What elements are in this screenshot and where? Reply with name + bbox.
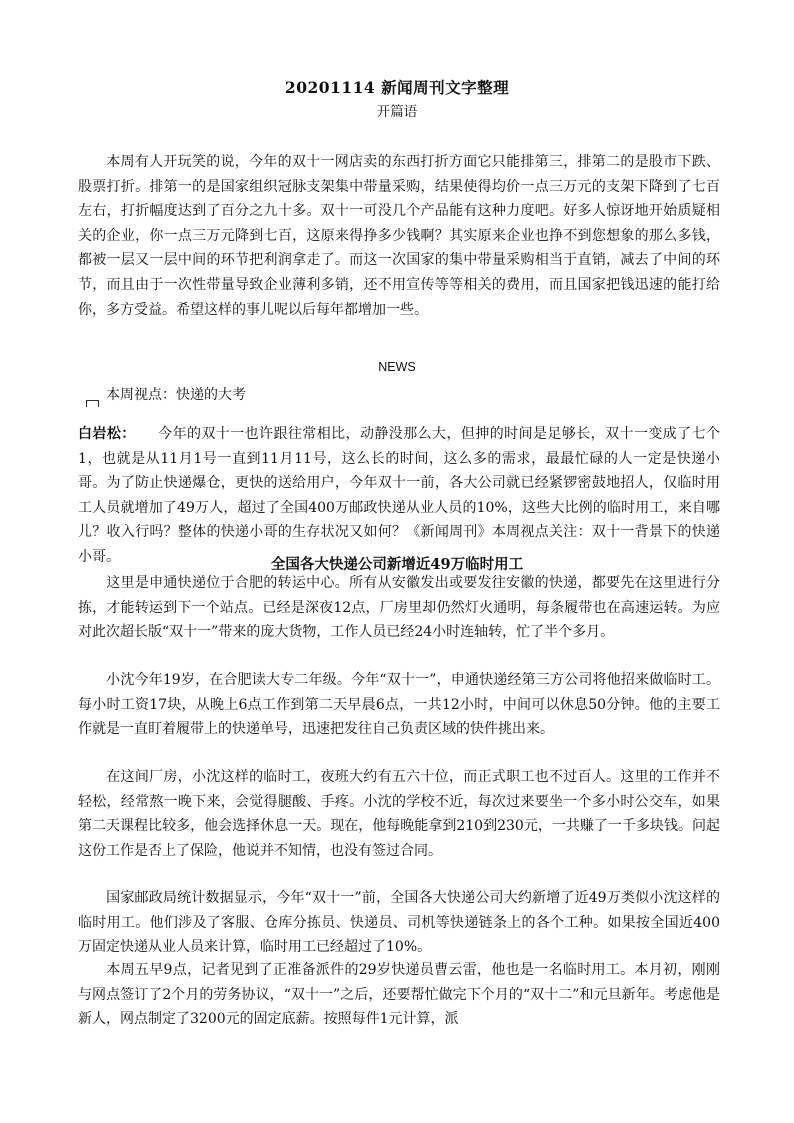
paragraph-text: 小沈今年19岁，在合肥读大专二年级。今年“双十一”，申通快递经第三方公司将他招来做临时工。每小时工资17块，从晚上6点工作到第二天早晨6点，一共12小时，中间可以休息50分钟。他的主要工作就是一直盯着履带上的快递单号，迅速把发往自己负责区域的快件挑出来。 bbox=[78, 672, 720, 738]
speaker-label: 白岩松： bbox=[78, 426, 136, 442]
body-paragraph-4 bbox=[78, 886, 720, 960]
body-paragraph-2 bbox=[78, 668, 720, 742]
bai-paragraph bbox=[78, 422, 720, 570]
anchor-marker-icon bbox=[86, 400, 99, 407]
paragraph-text: 国家邮政局统计数据显示，今年“双十一”前，全国各大快递公司大约新增了近49万类似小沈这样的临时用工。他们涉及了客服、仓库分拣员、快递员、司机等快递链条上的各个工种。如果按全国近400万固定快递从业人员来计算，临时用工已经超过了10%。 bbox=[78, 890, 720, 956]
paragraph-text: 在这间厂房，小沈这样的临时工，夜班大约有五六十位，而正式职工也不过百人。这里的工作并不轻松，经常熬一晚下来，会觉得腿酸、手疼。小沈的学校不近，每次过来要坐一个多小时公交车，如果第二天课程比较多，他会选择休息一天。现在，他每晚能拿到210到230元，一共赚了一千多块钱。问起这份工作是否上了保险，他说并不知情，也没有签过合同。 bbox=[78, 769, 720, 859]
intro-paragraph bbox=[78, 150, 720, 322]
body-paragraph-1 bbox=[78, 571, 720, 645]
document-subtitle: 开篇语 bbox=[376, 104, 418, 120]
document-title: 20201114 新闻周刊文字整理 bbox=[284, 78, 510, 97]
intro-text: 本周有人开玩笑的说，今年的双十一网店卖的东西打折方面它只能排第三，排第二的是股市下跌、股票打折。排第一的是国家组织冠脉支架集中带量采购，结果使得均价一点三万元的支架下降到了七百左右，打折幅度达到了百分之九十多。双十一可没几个产品能有这种力度吧。好多人惊讶地开始质疑相关的企业，你一点三万元降到七百，这原来得挣多少钱啊？其实原来企业也挣不到您想象的那么多钱，都被一层又一层中间的环节把利润拿走了。而这一次国家的集中带量采购相当于直销，减去了中间的环节，而且由于一次性带量导致企业薄利多销，还不用宣传等等相关的费用，而且国家把钱迅速的能打给你，多方受益。希望这样的事儿呢以后每年都增加一些。 bbox=[78, 154, 720, 318]
paragraph-text: 本周五早9点，记者见到了正准备派件的29岁快递员曹云雷，他也是一名临时用工。本月初，刚刚与网点签订了2个月的劳务协议，“双十一”之后，还要帮忙做完下个月的“双十二”和元旦新年。考虑他是新人，网点制定了3200元的固定底薪。按照每件1元计算，派 bbox=[78, 962, 720, 1028]
body-paragraph-3 bbox=[78, 765, 720, 863]
bai-text: 今年的双十一也许跟往常相比，动静没那么大，但抻的时间是足够长，双十一变成了七个1，也就是从11月1号一直到11月11号，这么长的时间，这么多的需求，最最忙碌的人一定是快递小哥。为了防止快递爆仓，更快的送给用户，今年双十一前，各大公司就已经紧锣密鼓地招人，仅临时用工人员就增加了49万人，超过了全国400万邮政快递从业人员的10%，这些大比例的临时用工，来自哪儿？收入行吗？整体的快递小哥的生存状况又如何？《新闻周刊》本周视点关注：双十一背景下的快递小哥。 bbox=[78, 426, 721, 565]
section-heading: 全国各大快递公司新增近49万临时用工 bbox=[270, 556, 524, 573]
paragraph-text: 这里是申通快递位于合肥的转运中心。所有从安徽发出或要发往安徽的快递，都要先在这里进行分拣，才能转运到下一个站点。已经是深夜12点，厂房里却仍然灯火通明，每条履带也在高速运转。为应对此次超长版“双十一”带来的庞大货物，工作人员已经24小时连轴转，忙了半个多月。 bbox=[78, 575, 720, 641]
body-paragraph-5 bbox=[78, 958, 720, 1032]
viewpoint-heading: 本周视点：快递的大考 bbox=[106, 387, 246, 403]
news-label: NEWS bbox=[378, 360, 416, 374]
